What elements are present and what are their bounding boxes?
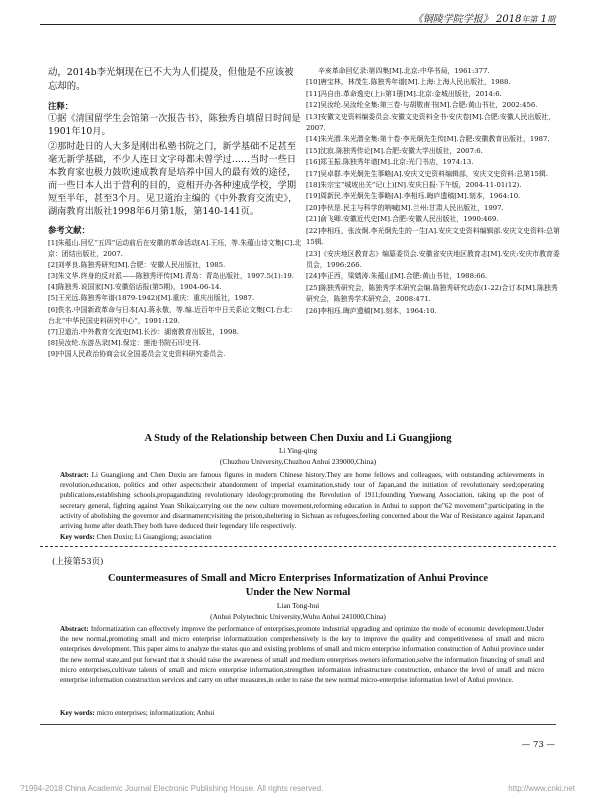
article2-author: Lian Tong-hui: [276, 601, 320, 610]
reference-item: [22]李相珏，张汝炯.李光炯先生的一生[A].安庆文史资料编辑部.安庆文史资料:总第15辑.: [306, 226, 560, 247]
reference-item: [7]卫道治.中外教育交流史[M].长沙：湖南教育出版社，1998.: [48, 327, 240, 336]
reference-item: [17]吴卓群.李光炯先生事略[A].安庆文史资料编辑部，安庆文史资料:总第15辑.: [306, 169, 548, 178]
article2-title-line1: Countermeasures of Small and Micro Enterprises Informatization of Anhui Province: [107, 573, 489, 584]
journal-year: 2018: [495, 14, 522, 25]
article1-title: A Study of the Relationship between Chen Duxiu and Li Guangjiong: [144, 433, 452, 444]
left-column: [48, 66, 302, 360]
reference-item: [14]朱光潜.朱光潜全集:第十卷·李光炯先生传[M].合肥:安徽教育出版社，1987.: [306, 135, 550, 144]
page-number: — 73 —: [521, 740, 555, 750]
reference-item: 辛亥革命回忆录:第四集[M].北京:中华书局，1961:377.: [318, 67, 490, 75]
reference-item: [21]俞飞卿.安徽近代史[M].合肥:安徽人民出版社，1990:469.: [306, 215, 499, 224]
reference-item: [24]李正西，梁婧涛.朱蕴山[M].合肥:黄山书社，1988:66.: [306, 272, 488, 281]
keywords-label: Key words:: [60, 709, 95, 717]
reference-item: [4]陈独秀.说国家[N].安徽俗话报(第5期)，1904-06-14.: [48, 283, 222, 292]
reference-item: [18]朱宗宝“城坡出关”记(上)[N].安庆日报·下午版，2004-11-01(12).: [306, 181, 522, 190]
keywords-text: micro enterprises; informatization; Anhui: [96, 709, 215, 717]
reference-item: [25]陈独秀研究会，陈独秀学术研究会编.陈独秀研究动态(1-22)合订本[M].陈独秀研究会，陈独秀学术研究会，2008:471.: [306, 283, 558, 304]
reference-item: [11]冯自由.革命逸史(上):第1册[M].北京:金城出版社，2014:6.: [306, 89, 502, 98]
notes-heading: 注释：: [48, 101, 74, 111]
reference-item: [5]王光远.陈独秀年谱(1879-1942)[M].重庆：重庆出版社，1987.: [48, 294, 255, 303]
article2-keywords: [60, 708, 544, 718]
article1-affiliation: (Chuzhou University,Chuzhou Anhui 239000,China): [219, 457, 377, 466]
reference-item: [8]吴汝纶.东游丛录[M].保定：莲池书院石印史刊.: [48, 338, 201, 347]
bottom-rule: [40, 724, 556, 725]
reference-item: [1]朱蕴山.回忆“五四”运动前后在安徽的革命活动[A].王珏，等.朱蕴山诗文集[C].北京：团结出版社，2007.: [48, 239, 302, 259]
reference-item: [19]周新民.李光炯先生事略[A].李相珏.晦庐遗稿[M].刻本，1964:10.: [306, 192, 521, 201]
keywords-label: Key words:: [60, 533, 95, 541]
article1-abstract: [60, 470, 544, 531]
reference-item: [16]郑玉振.陈独秀年谱[M].北京:光门书店，1974:13.: [306, 158, 474, 167]
reference-item: [20]李伙是.民主与科学的呐喊[M].兰州:甘肃人民出版社，1997.: [306, 203, 504, 212]
reference-item: [6]佚名.中国新政革命与日本[A].蒋永敬，等.编.近百年中日关系论文集[C].台北：台北“中华民国史料研究中心”，1991:129.: [48, 305, 297, 325]
reference-item: [9]中国人民政治协商会议全国委员会文史资料研究委员会.: [48, 349, 226, 358]
reference-item: [13]安徽文史资料编委员会.安徽文史资料全书·安庆卷[M].合肥:安徽人民出版社，2007.: [306, 112, 556, 133]
article1-keywords: [60, 532, 544, 542]
note-1: ①据《清国留学生会馆第一次报告书》，陈独秀自填留日时间是1901年10月。: [48, 113, 301, 137]
reference-item: [10]唐宝林，林茂生.陈独秀年谱[M].上海:上海人民出版社，1988.: [306, 78, 511, 87]
keywords-text: Chen Duxiu; Li Guangjiong; association: [96, 533, 212, 541]
article1-author: Li Ying-qing: [278, 446, 318, 455]
journal-issue: 1: [540, 14, 547, 25]
continued-from: (上接第53页): [52, 557, 104, 567]
reference-item: [2]刘孝良.陈独秀研究[M].合肥：安徽人民出版社，1985.: [48, 261, 226, 270]
journal-nian: 年第: [521, 15, 538, 24]
note-2: ②那时赴日的人大多是刚出私塾书院之门，新学基础不足甚至毫无新学基础，不少人连日文字母都未曾学过……当时一些日本教育家也极力鼓吹速成教育是培养中国人的最有效的途径，而一些日本人出于营利的目的，竞相开办各种速成学校，学期短至半年，甚至3个月。见卫道治主编的《中外教育交流史》，湖南教育出版社1998年6月第1版，第140-141页。: [48, 141, 298, 217]
article2-abstract: [60, 624, 544, 685]
reference-item: [23]《安庆地区教育志》编纂委员会.安徽省安庆地区教育志[M].安庆:安庆市教育委员会，1996:266.: [306, 249, 560, 269]
footer: [20, 784, 575, 793]
body-paragraph: 动，2014b李光炯现在已不大为人们提及，但他是不应该被忘却的。: [48, 67, 294, 92]
article2-title-line2: Under the New Normal: [245, 587, 351, 598]
abstract-label: Abstract:: [60, 625, 89, 633]
abstract-text: Li Guangjiong and Chen Duxiu are famous figures in modern Chinese history.They are home fellows and colleagues, with outstanding achievements in revolution,education, politics and other aspects:their abandonment of imperial examination,study tour of Japan,and the initiation of revolutionary seed;operating publications,establishing schools,propagandizing revolutionary ideology;promoting the Revolution of 1911;founding Yuewang Association, taking up the post of secretary general, fighting against Yuan Shikai;carrying out the new culture movement,reforming education in Anhui to support the"62 movement";participating in the activity of abolishing the governor and disarmament;visiting the prison,sheltering in Sichuan as refugees,feeling concerned about the War of Resistance against Japan,and arriving home after death.They both have deduced their legendary life respectively.: [60, 471, 544, 531]
journal-header: [413, 10, 555, 25]
abstract-label: Abstract:: [60, 471, 89, 479]
reference-item: [26]李相珏.晦庐遗稿[M].刻本，1964:10.: [306, 306, 437, 315]
reference-item: [12]吴汝纶.吴汝纶全集:第三卷·与胡敬甫书[M].合肥:黄山书社，2002:456.: [306, 101, 538, 110]
reference-item: [3]朱文华.终身的反对派——陈独秀评传[M].青岛：青岛出版社，1997.5(1):19.: [48, 272, 294, 281]
abstract-text: Informatization can effectively improve the performance of enterprises,promote industrial upgrading and optimize the mode of economic development.Under the new normal,promoting small and micro enterprise informatization comprehensively is the key to improve the quality and competitiveness of small and micro enterprises development. This paper aims to analyze the status quo and existing problems of small and micro enterprise information construction of Anhui province under the new normal state,and put forward that it should raise the awareness of small and medium enterprises owners information,solve the information financing of small and micro enterprises,cultivate talents of small and micro enterprise information,strengthen information infrastructure construction, enhance the level of small and micro enterprise information construction services and carry on other measures,in order to raise the new normal micro-enterprise information level of Anhui province.: [60, 625, 545, 685]
section-divider: [40, 546, 556, 547]
footer-copyright: ?1994-2018 China Academic Journal Electronic Publishing House. All rights reserved.: [20, 784, 324, 793]
references-heading: 参考文献：: [48, 225, 90, 235]
journal-name: 《铜陵学院学报》: [412, 14, 493, 25]
header-rule: [40, 24, 556, 25]
article2-affiliation: (Anhui Polytechnic University,Wuhu Anhui 241000,China): [210, 612, 386, 621]
right-column: [306, 66, 562, 317]
reference-item: [15]沈寂.陈独秀传论[M].合肥:安徽大学出版社，2007:6.: [306, 146, 483, 155]
journal-qi: 期: [547, 15, 555, 24]
footer-url: http://www.cnki.net: [508, 784, 575, 793]
